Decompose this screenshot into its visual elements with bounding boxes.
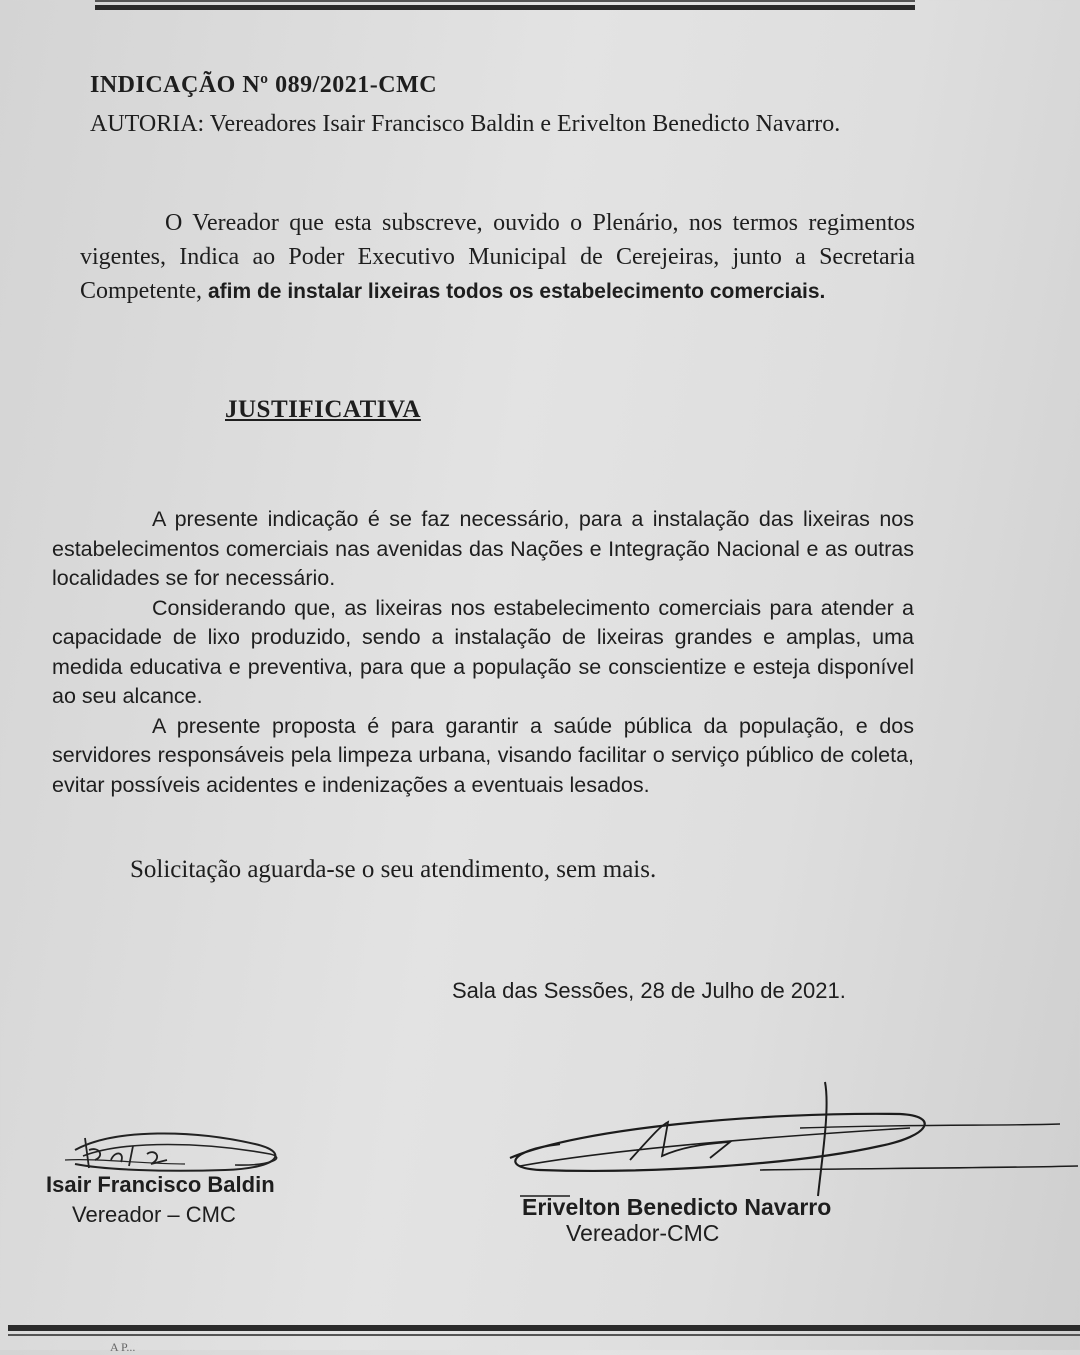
signer-name-baldin: Isair Francisco Baldin xyxy=(46,1172,275,1197)
signer-name-navarro: Erivelton Benedicto Navarro xyxy=(522,1194,832,1220)
signer-role-baldin: Vereador – CMC xyxy=(72,1202,236,1227)
intro-text: O Vereador que esta subscreve, ouvido o Plenário, nos termos regimentos vigentes, Indica ao Poder Executivo Municipal de Cerejeiras, junto a Secretaria Competente, xyxy=(80,210,915,304)
signature-scribble-left xyxy=(55,1120,295,1180)
document-title: INDICAÇÃO Nº 089/2021-CMC xyxy=(90,72,438,98)
session-date: Sala das Sessões, 28 de Julho de 2021. xyxy=(452,978,846,1003)
authorship-line: AUTORIA: Vereadores Isair Francisco Baldin e Erivelton Benedicto Navarro. xyxy=(90,111,841,137)
signature-scribble-right xyxy=(500,1078,1080,1208)
justificativa-paragraph: A presente proposta é para garantir a saúde pública da população, e dos servidores responsáveis pela limpeza urbana, visando facilitar o serviço público de coleta, evitar possíveis acidentes e indenizações a eventuais lesados. xyxy=(52,713,914,797)
bottom-rule xyxy=(8,1325,1080,1331)
justificativa-paragraph: A presente indicação é se faz necessário, para a instalação das lixeiras nos estabelecimentos comerciais nas avenidas das Nações e Integração Nacional e as outras localidades se for necessário. xyxy=(52,507,914,590)
intro-paragraph xyxy=(80,206,915,309)
footer-fragment: A P... xyxy=(110,1340,136,1354)
signer-role-navarro: Vereador-CMC xyxy=(566,1220,720,1246)
justificativa-body xyxy=(52,505,914,800)
justificativa-paragraph: Considerando que, as lixeiras nos estabelecimento comerciais para atender a capacidade de lixo produzido, sendo a instalação de lixeiras grandes e amplas, uma medida educativa e preventiva, para que a população se conscientize e esteja disponível ao seu alcance. xyxy=(52,595,914,708)
intro-bold-text: afim de instalar lixeiras todos os estabelecimento comerciais. xyxy=(207,280,826,303)
top-rule-thin xyxy=(95,0,915,2)
closing-line: Solicitação aguarda-se o seu atendimento, sem mais. xyxy=(130,856,657,883)
top-rule xyxy=(95,5,915,10)
bottom-rule-thin xyxy=(8,1334,1080,1336)
justificativa-heading: JUSTIFICATIVA xyxy=(225,396,421,423)
